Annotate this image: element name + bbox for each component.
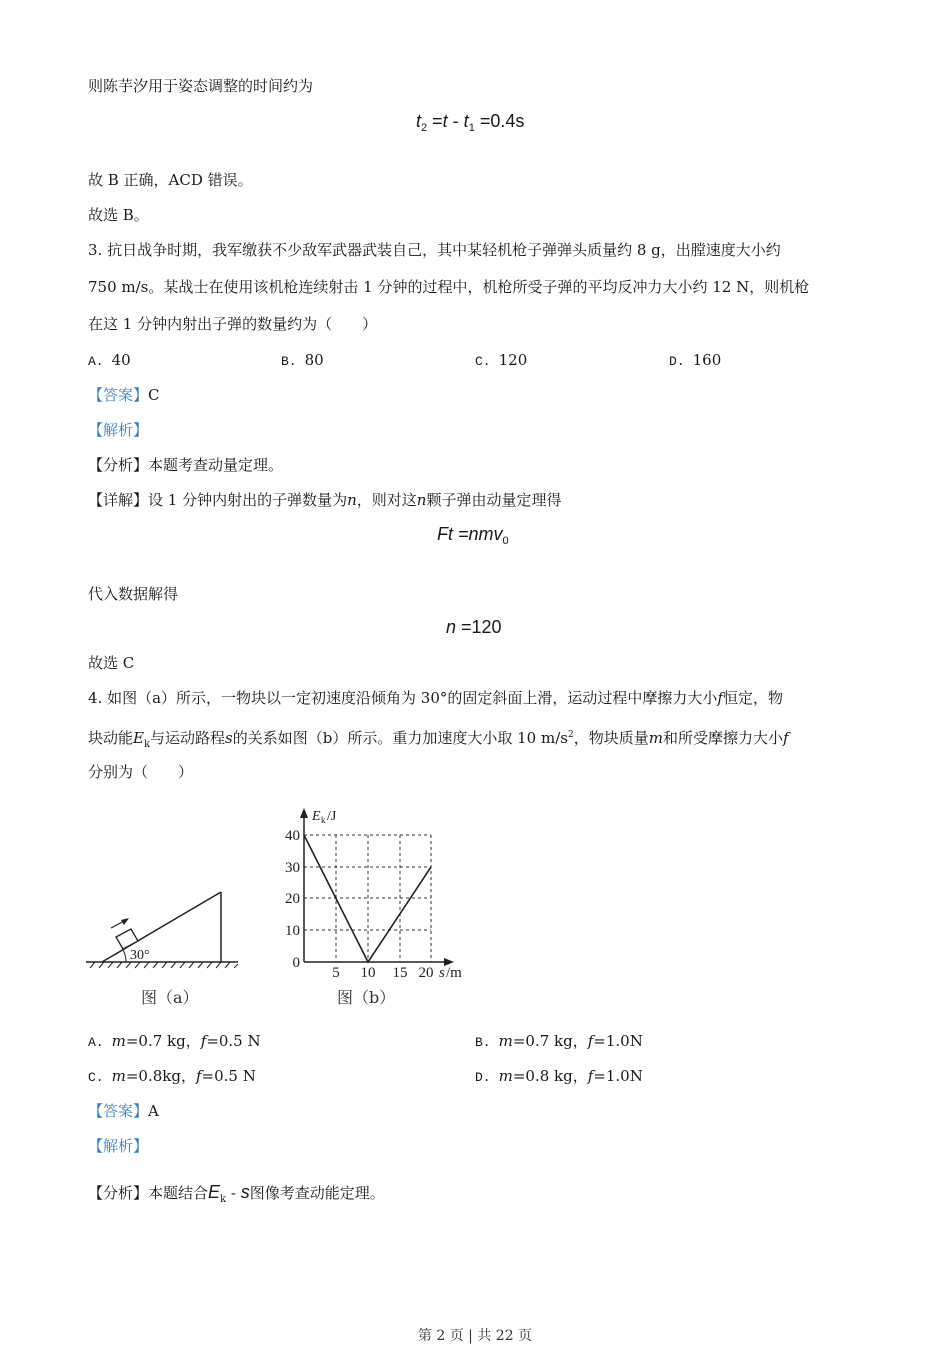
svg-text:40: 40 — [285, 828, 300, 844]
svg-text:/J: /J — [327, 809, 337, 824]
stem-text: 恒定，物 — [722, 689, 783, 707]
q3-option-b — [281, 350, 324, 372]
detail-text: 设 1 分钟内射出的子弹数量为 — [148, 491, 348, 509]
equation-t2 — [416, 110, 524, 139]
answer-tag: 【答案】 — [88, 386, 149, 404]
q3-stem-line1: 3. 抗日战争时期，我军缴获不少敌军武器武装自己，其中某轻机枪子弹弹头质量约 8 g，出膛速度大小约 — [88, 241, 781, 259]
option-value: =0.7 kg， — [125, 1032, 201, 1050]
eq-sub: 0 — [502, 535, 509, 547]
option-var: m — [498, 1067, 513, 1085]
q3-choice: 故选 C — [88, 654, 135, 672]
svg-text:0: 0 — [292, 955, 300, 971]
q4-analysis-tag: 【解析】 — [88, 1137, 149, 1155]
q3-stem-line2: 750 m/s。某战士在使用该机枪连续射击 1 分钟的过程中，机枪所受子弹的平均反冲力大小约 12 N，则机枪 — [88, 278, 810, 296]
option-label: B. — [475, 1035, 491, 1050]
detail-var: n — [416, 491, 427, 509]
eq-var: t — [416, 111, 422, 131]
fenxi-var: s — [240, 1182, 250, 1202]
option-label: A. — [88, 1035, 104, 1050]
stem-var: s — [225, 729, 233, 747]
option-var: f — [587, 1032, 594, 1050]
svg-text:15: 15 — [392, 965, 408, 981]
eq-rhs: =nmv — [453, 524, 503, 544]
option-value: 40 — [111, 351, 131, 369]
stem-text: 和所受摩擦力大小 — [662, 729, 783, 747]
option-value: =0.8kg， — [125, 1067, 196, 1085]
option-var: m — [498, 1032, 513, 1050]
detail-var: n — [347, 491, 357, 509]
equation-n — [446, 616, 502, 638]
stem-text: ，物块质量 — [573, 729, 649, 747]
option-value: 80 — [304, 351, 324, 369]
figure-b-caption: 图（b） — [337, 988, 396, 1007]
eq-var: n — [446, 617, 457, 637]
stem-sub: k — [143, 739, 151, 750]
q3-option-a — [88, 350, 131, 372]
detail-text: ，则对这 — [356, 491, 417, 509]
q3-answer — [88, 385, 160, 405]
figure-b-chart — [276, 800, 476, 985]
stem-text: 块动能 — [88, 729, 134, 747]
option-var: f — [200, 1032, 207, 1050]
eq-sub: 2 — [421, 122, 428, 134]
stem-var: E — [133, 729, 144, 747]
q3-detail — [88, 490, 561, 510]
svg-text:s: s — [439, 965, 445, 981]
stem-var: m — [648, 729, 663, 747]
option-value: =0.7 kg， — [512, 1032, 588, 1050]
fenxi-sub: k — [220, 1194, 227, 1205]
fenxi-text: 图像考查动能定理。 — [249, 1184, 385, 1202]
option-label: C. — [88, 1070, 104, 1085]
svg-text:10: 10 — [285, 923, 300, 939]
stem-text: 的关系如图（b）所示。重力加速度大小取 10 m/s — [232, 729, 568, 747]
stem-var: f — [717, 689, 723, 707]
answer-value: C — [148, 386, 160, 404]
option-value: =0.5 N — [206, 1032, 261, 1050]
equation-momentum — [437, 523, 509, 552]
q3-option-d — [669, 350, 721, 372]
option-var: f — [195, 1067, 202, 1085]
q4-option-a — [88, 1031, 261, 1053]
stem-text: 与运动路程 — [150, 729, 226, 747]
q4-option-b — [475, 1031, 643, 1053]
answer-value: A — [148, 1102, 159, 1120]
option-value: 120 — [498, 351, 528, 369]
chart-grid — [304, 835, 431, 962]
detail-text: 颗子弹由动量定理得 — [426, 491, 562, 509]
angle-label: 30° — [130, 948, 150, 963]
option-var: f — [587, 1067, 594, 1085]
answer-tag: 【答案】 — [88, 1102, 149, 1120]
q3-stem-line3: 在这 1 分钟内射出子弹的数量约为（ ） — [88, 315, 378, 333]
eq-var: t — [442, 111, 448, 131]
svg-text:5: 5 — [332, 965, 340, 981]
svg-text:E: E — [312, 809, 321, 824]
q4-stem-line2 — [88, 725, 789, 755]
q4-answer — [88, 1101, 159, 1121]
stem-var: f — [782, 729, 789, 747]
q4-stem-line3: 分别为（ ） — [88, 763, 194, 781]
solution-intro: 则陈芋汐用于姿态调整的时间约为 — [88, 77, 314, 95]
option-label: D. — [475, 1070, 491, 1085]
svg-text:/m: /m — [446, 965, 462, 981]
stem-sup: 2 — [567, 730, 574, 740]
option-label: D. — [669, 354, 685, 369]
option-value: =1.0N — [593, 1032, 643, 1050]
option-var: m — [111, 1032, 126, 1050]
eq-sub: 1 — [468, 122, 475, 134]
q4-option-d — [475, 1066, 643, 1088]
svg-text:20: 20 — [418, 965, 434, 981]
fenxi-text: 本题结合 — [148, 1184, 209, 1202]
option-value: =0.5 N — [201, 1067, 256, 1085]
stem-text: 4. 如图（a）所示，一物块以一定初速度沿倾角为 30°的固定斜面上滑，运动过程中摩擦力大小 — [88, 689, 718, 707]
eq-var: t — [463, 111, 469, 131]
figure-a-caption: 图（a） — [141, 988, 199, 1007]
svg-text:30: 30 — [285, 860, 300, 876]
q4-stem-line1 — [88, 688, 783, 708]
eq-result: =0.4s — [474, 111, 525, 131]
eq-op: - — [447, 111, 464, 131]
eq-op: = — [427, 111, 443, 131]
fenxi-tag: 【分析】 — [88, 1184, 149, 1202]
q4-fenxi — [88, 1182, 385, 1210]
page-footer: 第 2 页 | 共 22 页 — [417, 1328, 533, 1344]
option-value: =0.8 kg， — [512, 1067, 588, 1085]
eq-lhs: Ft — [437, 524, 453, 544]
svg-text:20: 20 — [285, 891, 300, 907]
option-label: C. — [475, 354, 491, 369]
q3-analysis-tag: 【解析】 — [88, 421, 149, 439]
q3-option-c — [475, 350, 527, 372]
y-axis-arrow-icon — [300, 808, 308, 818]
detail-tag: 【详解】 — [88, 491, 149, 509]
figure-a-incline — [86, 880, 242, 970]
q3-fenxi — [88, 455, 283, 475]
option-value: 160 — [692, 351, 722, 369]
option-label: B. — [281, 354, 297, 369]
svg-text:10: 10 — [360, 965, 376, 981]
option-value: =1.0N — [593, 1067, 643, 1085]
fenxi-text: 本题考查动量定理。 — [148, 456, 284, 474]
solution-choice: 故选 B。 — [88, 206, 149, 224]
q3-substitute: 代入数据解得 — [88, 585, 179, 603]
option-label: A. — [88, 354, 104, 369]
solution-conclusion: 故 B 正确，ACD 错误。 — [88, 171, 253, 189]
fenxi-op: - — [226, 1184, 241, 1202]
eq-rhs: =120 — [456, 617, 502, 637]
fenxi-var: E — [208, 1182, 221, 1202]
q4-option-c — [88, 1066, 256, 1088]
fenxi-tag: 【分析】 — [88, 456, 149, 474]
option-var: m — [111, 1067, 126, 1085]
svg-text:k: k — [321, 815, 326, 825]
